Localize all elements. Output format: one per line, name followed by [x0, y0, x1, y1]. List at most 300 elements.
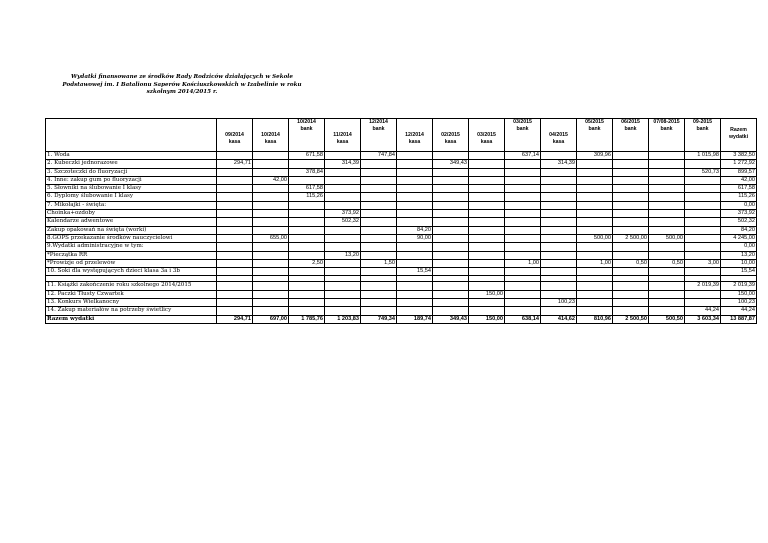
table-cell [253, 251, 289, 259]
table-cell [505, 168, 541, 176]
table-cell [613, 226, 649, 234]
table-cell [361, 299, 397, 307]
table-cell [253, 226, 289, 234]
total-row [46, 315, 757, 323]
table-cell: 0,50 [613, 259, 649, 267]
table-cell [541, 193, 577, 201]
table-cell [685, 218, 721, 226]
table-row [46, 268, 757, 276]
table-cell: 500,00 [577, 234, 613, 242]
column-header [253, 119, 289, 152]
table-cell [649, 201, 685, 209]
table-cell [577, 299, 613, 307]
table-cell [685, 226, 721, 234]
table-cell [217, 176, 253, 184]
column-header [685, 119, 721, 152]
table-cell [433, 168, 469, 176]
table-cell [217, 193, 253, 201]
table-cell [289, 210, 325, 218]
table-cell: 13,20 [721, 251, 757, 259]
total-cell: 638,14 [505, 315, 541, 323]
table-row [46, 243, 757, 251]
table-cell [649, 268, 685, 276]
table-cell [649, 307, 685, 315]
table-cell [577, 282, 613, 290]
table-cell [433, 193, 469, 201]
table-cell [541, 185, 577, 193]
table-cell [613, 160, 649, 168]
table-cell: 899,57 [721, 168, 757, 176]
table-cell [685, 251, 721, 259]
table-cell [253, 259, 289, 267]
table-cell [685, 290, 721, 298]
table-cell [217, 259, 253, 267]
table-cell: 10,00 [721, 259, 757, 267]
row-label: 10. Soki dla występujących dzieci klasa 3a i 3b [46, 268, 217, 276]
table-cell [397, 299, 433, 307]
total-cell: 150,00 [469, 315, 505, 323]
table-cell [613, 243, 649, 251]
table-cell [505, 185, 541, 193]
table-cell [433, 176, 469, 184]
table-cell [469, 176, 505, 184]
table-cell [397, 259, 433, 267]
table-cell [649, 218, 685, 226]
table-cell [469, 201, 505, 209]
table-cell: 500,00 [649, 234, 685, 242]
table-cell [397, 307, 433, 315]
table-cell [361, 168, 397, 176]
table-cell [253, 299, 289, 307]
table-cell [613, 307, 649, 315]
table-cell [649, 160, 685, 168]
table-cell [505, 234, 541, 242]
table-cell: 2 019,39 [685, 282, 721, 290]
column-header-text: 10/2014 bank [297, 119, 316, 132]
table-cell: 294,71 [217, 160, 253, 168]
table-row [46, 185, 757, 193]
column-header-text: 12/2014 bank [369, 119, 388, 132]
table-cell [325, 185, 361, 193]
table-cell [577, 185, 613, 193]
table-cell [541, 290, 577, 298]
table-cell [577, 243, 613, 251]
table-cell [505, 282, 541, 290]
table-cell [577, 168, 613, 176]
table-cell [217, 152, 253, 160]
table-cell [217, 168, 253, 176]
table-cell [577, 268, 613, 276]
table-cell [469, 152, 505, 160]
total-cell: 2 500,50 [613, 315, 649, 323]
table-cell [505, 160, 541, 168]
row-label: 8.GOPS przekazanie środków nauczycielowi [46, 234, 217, 242]
row-label: 13. Konkurs Wielkanocny [46, 299, 217, 307]
table-cell [541, 234, 577, 242]
table-cell [325, 152, 361, 160]
table-row [46, 226, 757, 234]
table-cell [577, 226, 613, 234]
table-cell [505, 201, 541, 209]
table-cell [469, 185, 505, 193]
table-cell [217, 218, 253, 226]
table-cell [469, 226, 505, 234]
table-cell [217, 243, 253, 251]
table-cell [469, 282, 505, 290]
total-cell: 1 203,83 [325, 315, 361, 323]
column-header-text: 10/2014 kasa [261, 132, 280, 145]
table-cell: 655,00 [253, 234, 289, 242]
table-cell [325, 282, 361, 290]
table-cell: 1 272,92 [721, 160, 757, 168]
table-cell [325, 176, 361, 184]
table-cell [361, 185, 397, 193]
table-cell [253, 152, 289, 160]
table-cell: 15,54 [721, 268, 757, 276]
table-cell [469, 193, 505, 201]
table-cell: 520,73 [685, 168, 721, 176]
title-line: szkolnym 2014/2015 r. [146, 89, 218, 96]
table-cell: 44,24 [721, 307, 757, 315]
table-cell [361, 201, 397, 209]
table-cell [433, 299, 469, 307]
table-cell: 502,32 [325, 218, 361, 226]
column-header-text: 09/2014 kasa [225, 132, 244, 145]
total-cell: 810,96 [577, 315, 613, 323]
table-cell [361, 210, 397, 218]
header-row [46, 119, 757, 152]
table-cell: 309,96 [577, 152, 613, 160]
table-cell [325, 299, 361, 307]
table-cell [397, 160, 433, 168]
table-cell [361, 160, 397, 168]
table-cell [397, 251, 433, 259]
table-cell [289, 201, 325, 209]
table-row [46, 299, 757, 307]
table-cell [505, 268, 541, 276]
table-cell [613, 152, 649, 160]
row-label: 6. Dyplomy ślubowanie I klasy [46, 193, 217, 201]
table-cell [217, 268, 253, 276]
table-cell [289, 160, 325, 168]
column-header-text: 06/2015 bank [621, 119, 640, 132]
table-cell [613, 201, 649, 209]
column-header [721, 119, 757, 152]
table-cell [685, 299, 721, 307]
table-row [46, 193, 757, 201]
table-cell [577, 176, 613, 184]
table-cell [325, 307, 361, 315]
title-line: Wydatki finansowane ze środków Rady Rodziców działających w Sekole [71, 74, 293, 80]
table-cell: 84,20 [397, 226, 433, 234]
table-cell [685, 185, 721, 193]
table-row [46, 282, 757, 290]
table-cell [289, 290, 325, 298]
table-cell [613, 290, 649, 298]
table-cell [541, 268, 577, 276]
table-cell [361, 218, 397, 226]
table-cell [505, 290, 541, 298]
table-cell [361, 268, 397, 276]
table-cell [217, 299, 253, 307]
table-cell [469, 210, 505, 218]
table-cell [433, 226, 469, 234]
table-cell: 617,58 [721, 185, 757, 193]
table-cell [361, 226, 397, 234]
table-cell [325, 290, 361, 298]
column-header [541, 119, 577, 152]
table-cell [433, 234, 469, 242]
table-cell [613, 185, 649, 193]
table-cell [505, 226, 541, 234]
table-cell [253, 282, 289, 290]
table-cell [613, 168, 649, 176]
table-cell [469, 268, 505, 276]
table-cell [325, 226, 361, 234]
table-cell [577, 307, 613, 315]
table-row [46, 152, 757, 160]
table-cell [433, 259, 469, 267]
table-cell [685, 243, 721, 251]
table-cell: 502,32 [721, 218, 757, 226]
table-cell [253, 268, 289, 276]
table-cell [541, 218, 577, 226]
total-cell: 189,74 [397, 315, 433, 323]
table-cell [253, 201, 289, 209]
table-cell: 100,23 [721, 299, 757, 307]
table-row [46, 210, 757, 218]
table-cell [541, 243, 577, 251]
table-cell [289, 176, 325, 184]
table-cell: 373,92 [721, 210, 757, 218]
table-cell [505, 307, 541, 315]
table-cell [505, 243, 541, 251]
table-cell [433, 152, 469, 160]
table-cell [217, 226, 253, 234]
table-cell [361, 282, 397, 290]
table-cell [469, 160, 505, 168]
table-cell [217, 251, 253, 259]
table-cell [649, 185, 685, 193]
table-cell [397, 152, 433, 160]
table-cell [397, 185, 433, 193]
table-row [46, 168, 757, 176]
table-cell: 671,58 [289, 152, 325, 160]
row-label: 2. Kubeczki jednorazowe [46, 160, 217, 168]
table-cell: 3,00 [685, 259, 721, 267]
total-cell: 349,43 [433, 315, 469, 323]
table-cell [217, 201, 253, 209]
column-header [361, 119, 397, 152]
table-cell: 4 245,00 [721, 234, 757, 242]
table-cell [397, 210, 433, 218]
table-cell: 373,92 [325, 210, 361, 218]
table-cell [361, 251, 397, 259]
table-cell [649, 290, 685, 298]
table-cell [649, 193, 685, 201]
table-cell: 90,00 [397, 234, 433, 242]
table-cell [253, 193, 289, 201]
table-cell [217, 307, 253, 315]
table-cell [361, 234, 397, 242]
table-cell [613, 176, 649, 184]
row-label: 7. Mikołajki - święta: [46, 201, 217, 209]
table-row [46, 234, 757, 242]
table-cell [397, 282, 433, 290]
table-cell: 2 500,00 [613, 234, 649, 242]
table-cell [685, 268, 721, 276]
column-header-text: Razem wydatki [728, 127, 749, 140]
table-cell [253, 160, 289, 168]
row-label: 3. Szczoteczki do fluoryzacji [46, 168, 217, 176]
table-cell: 42,00 [253, 176, 289, 184]
table-cell [289, 251, 325, 259]
table-cell [289, 299, 325, 307]
column-header [577, 119, 613, 152]
table-cell [541, 210, 577, 218]
row-label: *Pieczątka RR [46, 251, 217, 259]
row-label: 11. Książki zakończenie roku szkolnego 2014/2015 [46, 282, 217, 290]
table-cell [541, 226, 577, 234]
table-cell [397, 218, 433, 226]
table-cell: 1,00 [577, 259, 613, 267]
table-cell [253, 243, 289, 251]
table-cell [541, 282, 577, 290]
column-header-text: 05/2015 bank [585, 119, 604, 132]
table-cell [685, 160, 721, 168]
table-cell [577, 193, 613, 201]
table-cell [649, 299, 685, 307]
table-row [46, 176, 757, 184]
table-cell [325, 268, 361, 276]
column-header [613, 119, 649, 152]
table-cell [469, 307, 505, 315]
table-row [46, 160, 757, 168]
table-cell [397, 176, 433, 184]
table-cell: 0,00 [721, 201, 757, 209]
table-cell [253, 218, 289, 226]
table-cell [325, 259, 361, 267]
row-label: Kalendarze adwentowe [46, 218, 217, 226]
row-label: *Prowizje od przelewów [46, 259, 217, 267]
table-cell [505, 193, 541, 201]
table-cell: 150,00 [469, 290, 505, 298]
column-header-text: 07/08-2015 bank [653, 119, 680, 132]
table-cell [649, 168, 685, 176]
table-cell [433, 307, 469, 315]
table-cell: 3 382,50 [721, 152, 757, 160]
table-cell: 0,50 [649, 259, 685, 267]
table-cell: 1,50 [361, 259, 397, 267]
table-cell [541, 176, 577, 184]
table-cell [289, 282, 325, 290]
table-cell [541, 259, 577, 267]
total-cell: 294,71 [217, 315, 253, 323]
table-cell [469, 243, 505, 251]
table-row [46, 251, 757, 259]
title-line: Podstawowej im. I Batalionu Saperów Kościuszkowskich w Izabelinie w roku [62, 81, 302, 88]
row-label: 9.Wydatki administracyjne w tym: [46, 243, 217, 251]
column-header [433, 119, 469, 152]
total-cell: 3 603,34 [685, 315, 721, 323]
table-cell [505, 299, 541, 307]
table-cell: 42,00 [721, 176, 757, 184]
total-cell: 749,34 [361, 315, 397, 323]
table-cell [289, 226, 325, 234]
table-cell [433, 268, 469, 276]
total-cell: 13 887,87 [721, 315, 757, 323]
table-cell: 44,24 [685, 307, 721, 315]
table-cell: 150,00 [721, 290, 757, 298]
table-cell [649, 226, 685, 234]
table-cell [253, 307, 289, 315]
column-header-text: 03/2015 kasa [477, 132, 496, 145]
table-cell [217, 185, 253, 193]
table-cell [685, 193, 721, 201]
table-cell [649, 210, 685, 218]
table-cell [613, 282, 649, 290]
table-cell [217, 282, 253, 290]
table-cell [613, 251, 649, 259]
document-title [52, 74, 312, 97]
table-cell [577, 201, 613, 209]
column-header [325, 119, 361, 152]
table-cell [613, 210, 649, 218]
table-cell [541, 251, 577, 259]
table-cell: 637,14 [505, 152, 541, 160]
table-cell [397, 290, 433, 298]
table-cell [613, 218, 649, 226]
table-cell [361, 176, 397, 184]
table-cell [469, 251, 505, 259]
column-header-text: 02/2015 kasa [441, 132, 460, 145]
table-row [46, 307, 757, 315]
table-cell: 349,43 [433, 160, 469, 168]
table-cell: 15,54 [397, 268, 433, 276]
table-cell: 617,58 [289, 185, 325, 193]
table-cell [253, 185, 289, 193]
table-cell [289, 268, 325, 276]
row-label: Zakup opakowań na święta (worki) [46, 226, 217, 234]
table-cell: 1,00 [505, 259, 541, 267]
table-cell: 1 015,98 [685, 152, 721, 160]
table-cell [253, 290, 289, 298]
table-cell [325, 193, 361, 201]
table-cell [469, 299, 505, 307]
column-header [469, 119, 505, 152]
table-cell [217, 210, 253, 218]
table-cell [649, 152, 685, 160]
table-cell [433, 282, 469, 290]
table-cell [469, 218, 505, 226]
table-cell [433, 243, 469, 251]
row-label: Choinka+ozdoby [46, 210, 217, 218]
column-header-text: 09-2015 bank [692, 119, 713, 132]
column-header [505, 119, 541, 152]
total-cell: 1 785,76 [289, 315, 325, 323]
table-cell [325, 201, 361, 209]
table-cell [361, 193, 397, 201]
table-cell: 2 019,39 [721, 282, 757, 290]
table-cell [505, 218, 541, 226]
header-blank [46, 119, 217, 152]
table-cell: 100,23 [541, 299, 577, 307]
table-cell [433, 251, 469, 259]
table-cell [433, 185, 469, 193]
table-cell: 115,26 [289, 193, 325, 201]
table-cell: 747,84 [361, 152, 397, 160]
table-cell: 0,00 [721, 243, 757, 251]
